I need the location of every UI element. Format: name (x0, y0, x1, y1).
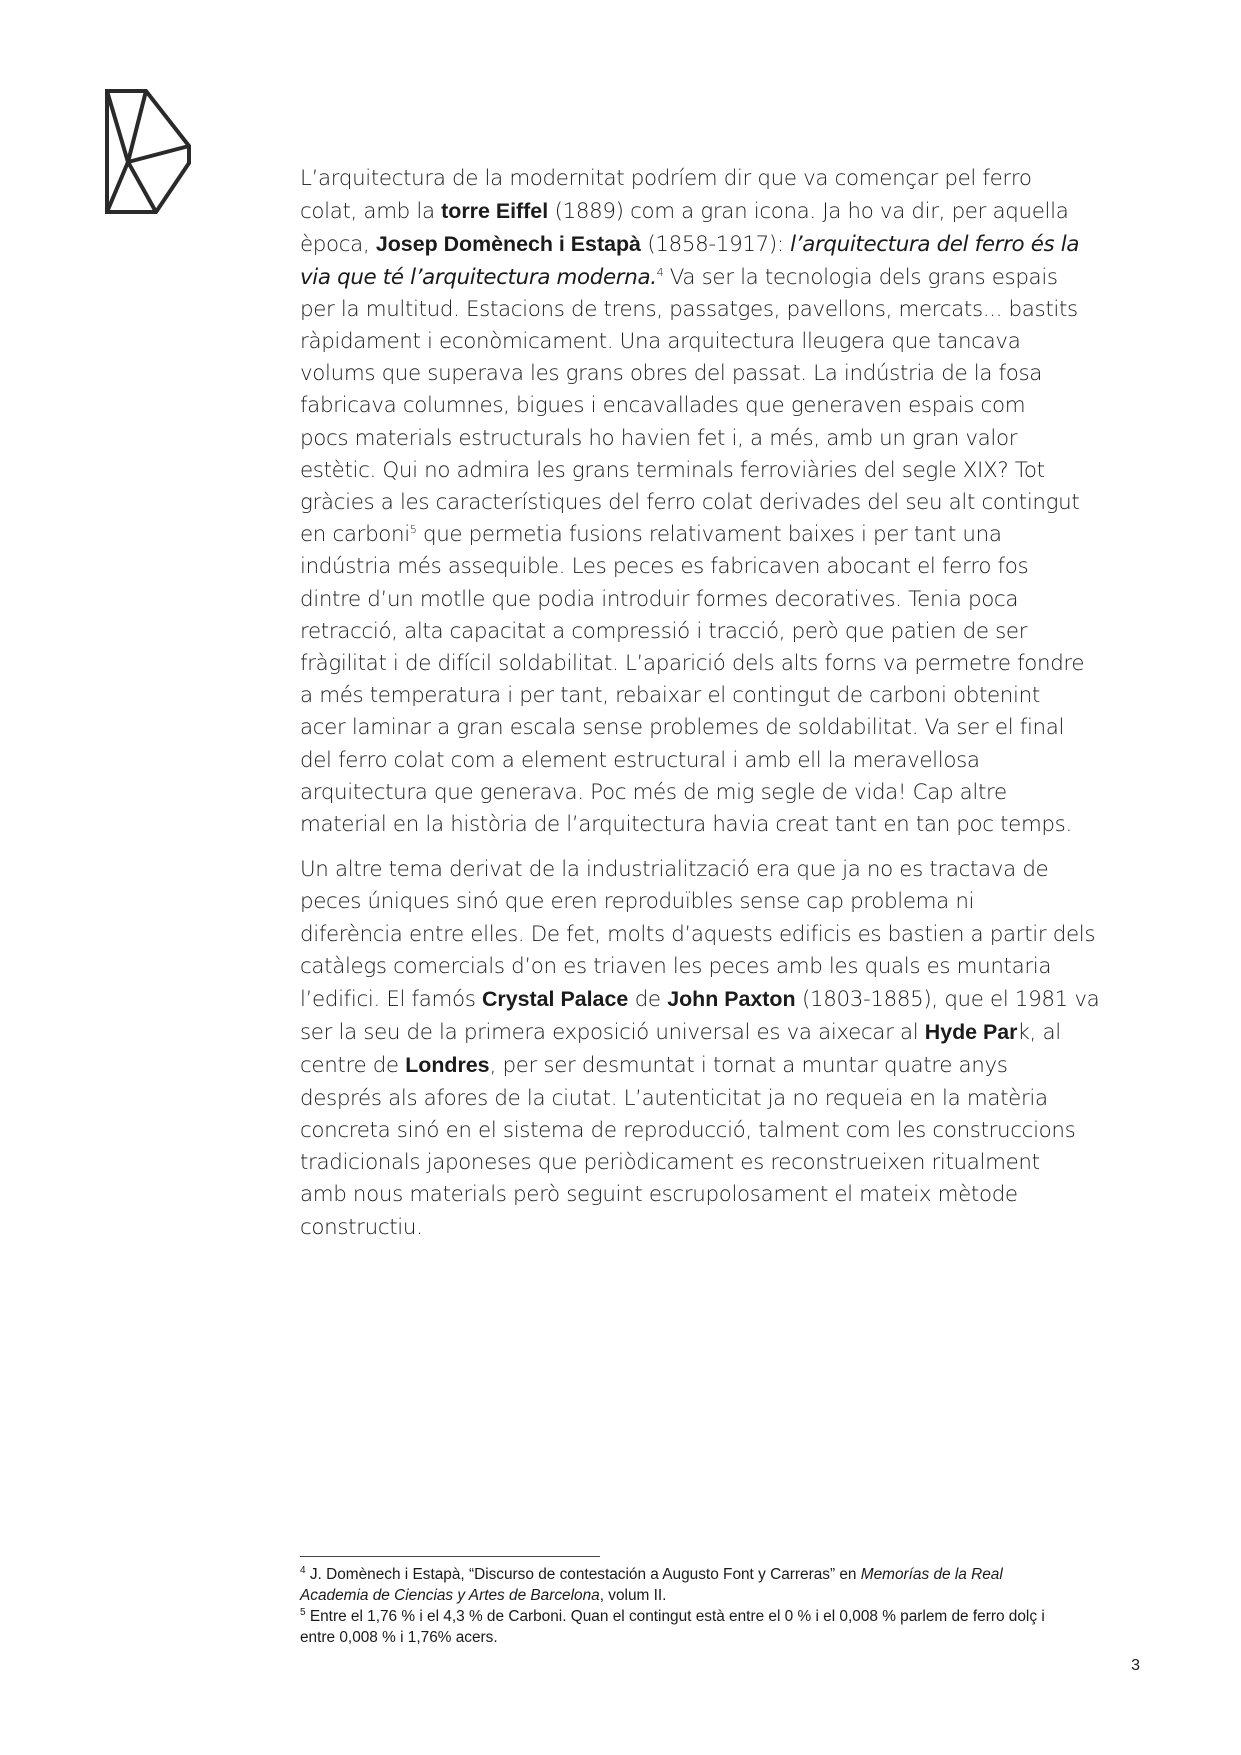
text-run: de (628, 987, 668, 1013)
text-run: concreta sinó en el sistema de reproducció, talment com les construccions (300, 1117, 1076, 1143)
text-run: Va ser la tecnologia dels grans espais (663, 264, 1058, 290)
text-run: en carboni (300, 522, 410, 548)
article-body (300, 163, 1140, 1244)
text-run: volums que superava les grans obres del passat. La indústria de la fosa (300, 361, 1043, 387)
text-run: 4 (656, 265, 664, 279)
text-run: k, al (1017, 1020, 1061, 1046)
text-run: constructiu. (300, 1214, 423, 1240)
text-run: Londres (405, 1053, 490, 1078)
text-run: fràgilitat i de difícil soldabilitat. L’aparició dels alts forns va permetre fondre (300, 651, 1085, 677)
text-run: estètic. Qui no admira les grans terminals ferroviàries del segle XIX? Tot (300, 457, 1045, 483)
text-run: peces úniques sinó que eren reproduïbles sense cap problema ni (300, 889, 975, 915)
page-number: 3 (1131, 1657, 1140, 1674)
text-run: centre de (300, 1053, 406, 1079)
text-run: que permetia fusions relativament baixes i per tant una (416, 522, 1002, 548)
text-run: pocs materials estructurals ho havien fet i, a més, amb un gran valor (300, 425, 1018, 451)
text-run: (1889) com a gran icona. Ja ho va dir, per aquella (548, 199, 1069, 225)
body-paragraph (300, 163, 1140, 841)
text-run: època, (300, 232, 376, 258)
text-run: , volum II. (599, 1587, 667, 1604)
footnote-separator (300, 1556, 600, 1557)
footnotes (300, 1564, 1140, 1648)
footnote-5 (300, 1606, 1140, 1648)
text-run: ràpidament i econòmicament. Una arquitectura lleugera que tancava (300, 329, 1021, 355)
text-run: (1858-1917): (640, 232, 791, 258)
text-run: dintre d’un motlle que podia introduir formes decoratives. Tenia poca (300, 586, 1019, 612)
text-run: entre 0,008 % i 1,76% acers. (300, 1629, 498, 1646)
text-run: L’arquitectura de la modernitat podríem dir que va començar pel ferro (300, 166, 1032, 191)
text-run: , per ser desmuntat i tornat a muntar quatre anys (489, 1053, 1008, 1079)
text-run: indústria més assequible. Les peces es fabricaven abocant el ferro fos (300, 554, 1029, 580)
text-run: Memorías de la Real (860, 1566, 1003, 1583)
text-run: Entre el 1,76 % i el 4,3 % de Carboni. Quan el contingut està entre el 0 % i el 0,008 % parlem de ferro dolç i (305, 1608, 1045, 1625)
text-run: J. Domènech i Estapà, “Discurso de contestación a Augusto Font y Carreras” en (305, 1566, 861, 1583)
text-run: Academia de Ciencias y Artes de Barcelona (300, 1587, 600, 1604)
text-run: a més temperatura i per tant, rebaixar el contingut de carboni obtenint (300, 683, 1040, 709)
text-run: fabricava columnes, bigues i encavallades que generaven espais com (300, 393, 1026, 419)
text-run: gràcies a les característiques del ferro colat derivades del seu alt contingut (300, 490, 1080, 516)
text-run: l’arquitectura del ferro és la (790, 232, 1080, 258)
text-run: 5 (300, 1607, 306, 1618)
text-run: Un altre tema derivat de la industrialització era que ja no es tractava de (300, 857, 1049, 883)
text-run: tradicionals japoneses que periòdicament es reconstrueixen ritualment (300, 1150, 1040, 1176)
body-paragraph (300, 854, 1140, 1243)
text-run: Josep Domènech i Estapà (375, 232, 641, 257)
text-run: l’edifici. El famós (300, 987, 482, 1013)
text-run: (1803-1885), que el 1981 va (795, 987, 1100, 1013)
text-run: Hyde Par (924, 1020, 1018, 1045)
text-run: retracció, alta capacitat a compressió i tracció, però que patien de ser (300, 618, 1028, 644)
text-run: Crystal Palace (481, 987, 629, 1012)
text-run: després als afores de la ciutat. L’autenticitat ja no requeia en la matèria (300, 1085, 1048, 1111)
text-run: 4 (300, 1565, 306, 1576)
text-run: arquitectura que generava. Poc més de mig segle de vida! Cap altre (300, 779, 1007, 805)
text-run: diferència entre elles. De fet, molts d’aquests edificis es bastien a partir dels (300, 921, 1096, 947)
text-run: 5 (409, 523, 417, 537)
text-run: material en la història de l’arquitectura havia creat tant en tan poc temps. (300, 812, 1072, 838)
footnote-4 (300, 1564, 1140, 1606)
geometric-folded-d-logo-icon (104, 88, 192, 216)
text-run: torre Eiffel (441, 199, 549, 224)
text-run: del ferro colat com a element estructural i amb ell la meravellosa (300, 747, 980, 773)
text-run: colat, amb la (300, 199, 442, 225)
text-run: per la multitud. Estacions de trens, passatges, pavellons, mercats... bastits (300, 296, 1078, 322)
text-run: acer laminar a gran escala sense problemes de soldabilitat. Va ser el final (300, 715, 1065, 741)
text-run: ser la seu de la primera exposició universal es va aixecar al (300, 1020, 925, 1046)
text-run: amb nous materials però seguint escrupolosament el mateix mètode (300, 1182, 1018, 1208)
text-run: catàlegs comercials d’on es triaven les peces amb les quals es muntaria (300, 953, 1052, 979)
text-run: via que té l’arquitectura moderna. (300, 264, 657, 290)
text-run: John Paxton (667, 987, 796, 1012)
